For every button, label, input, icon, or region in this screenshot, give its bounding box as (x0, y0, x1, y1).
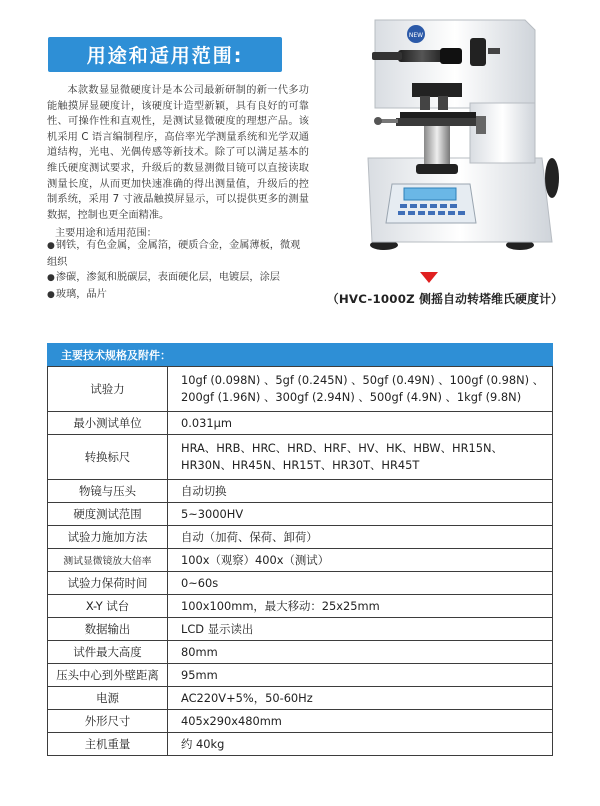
spec-label: 试验力保荷时间 (48, 572, 168, 595)
model-caption: （HVC-1000Z 侧摇自动转塔维氏硬度计） (326, 292, 564, 306)
svg-text:NEW: NEW (408, 32, 424, 39)
uses-list (47, 238, 309, 303)
spec-value: 405x290x480mm (168, 710, 553, 733)
spec-value: 自动切换 (168, 480, 553, 503)
spec-label: 外形尺寸 (48, 710, 168, 733)
uses-title: 主要用途和适用范围： (55, 228, 157, 239)
table-row (48, 595, 553, 618)
spec-label: 试验力 (48, 367, 168, 412)
spec-label: 电源 (48, 687, 168, 710)
spec-label: 转换标尺 (48, 435, 168, 480)
table-row (48, 733, 553, 756)
spec-value: HRA、HRB、HRC、HRD、HRF、HV、HK、HBW、HR15N、HR30N、HR45N、HR15T、HR30T、HR45T (168, 435, 553, 480)
spec-table (47, 366, 553, 756)
spec-value: 自动（加荷、保荷、卸荷） (168, 526, 553, 549)
table-row (48, 572, 553, 595)
spec-value: 0~60s (168, 572, 553, 595)
spec-label: 测试显微镜放大倍率 (48, 549, 168, 572)
spec-label: X-Y 试台 (48, 595, 168, 618)
spec-label: 硬度测试范围 (48, 503, 168, 526)
table-row (48, 618, 553, 641)
spec-label: 试验力施加方法 (48, 526, 168, 549)
table-row (48, 367, 553, 412)
table-row (48, 480, 553, 503)
hardness-tester-illustration (320, 8, 565, 266)
spec-value: 100x（观察）400x（测试） (168, 549, 553, 572)
spec-value: LCD 显示读出 (168, 618, 553, 641)
table-row (48, 435, 553, 480)
spec-label: 数据输出 (48, 618, 168, 641)
spec-value: 80mm (168, 641, 553, 664)
uses-item: ● 钢铁，有色金属，金属箔，硬质合金，金属薄板，微观组织 (47, 238, 309, 270)
spec-value: 10gf (0.098N) 、5gf (0.245N) 、50gf (0.49N) 、100gf (0.98N) 、200gf (1.96N) 、300gf (2.94N) 、500gf (4.9N) 、1kgf (9.8N) (168, 367, 553, 412)
spec-label: 试件最大高度 (48, 641, 168, 664)
spec-value: 0.031μm (168, 412, 553, 435)
caption-arrow-icon (420, 272, 438, 283)
spec-label: 最小测试单位 (48, 412, 168, 435)
intro-paragraph: 本款数显显微硬度计是本公司最新研制的新一代多功能触摸屏显硬度计，该硬度计造型新颖，具有良好的可靠性、可操作性和直观性，是测试显微硬度的理想产品。该机采用 C 语言编制程序，高倍率光学测量系统和光学双通道结构，光电、光偶传感等新技术。除了可以满足基本的维氏硬度测试要求，升级后的数显测微目镜可以直接读取测量长度，从而更加快速准确的得出测量值，升级后的控制系统，采用 7 寸液晶触摸屏显示，可以提供更多的测量数据，控制也更全面精准。 (47, 85, 309, 221)
spec-value: 100x100mm，最大移动：25x25mm (168, 595, 553, 618)
spec-label: 压头中心到外壁距离 (48, 664, 168, 687)
spec-value: 约 40kg (168, 733, 553, 756)
table-row (48, 549, 553, 572)
spec-value: AC220V+5%，50-60Hz (168, 687, 553, 710)
table-row (48, 412, 553, 435)
table-row (48, 687, 553, 710)
spec-value: 5~3000HV (168, 503, 553, 526)
uses-item: ● 玻璃，晶片 (47, 287, 309, 304)
table-row (48, 710, 553, 733)
spec-table-header: 主要技术规格及附件： (47, 343, 553, 366)
spec-label: 主机重量 (48, 733, 168, 756)
spec-value: 95mm (168, 664, 553, 687)
table-row (48, 641, 553, 664)
uses-item: ● 渗碳，渗氮和脱碳层，表面硬化层，电镀层，涂层 (47, 270, 309, 287)
table-row (48, 503, 553, 526)
spec-table-section (47, 343, 553, 756)
table-row (48, 664, 553, 687)
spec-label: 物镜与压头 (48, 480, 168, 503)
table-row (48, 526, 553, 549)
section-title: 用途和适用范围: (48, 37, 282, 72)
